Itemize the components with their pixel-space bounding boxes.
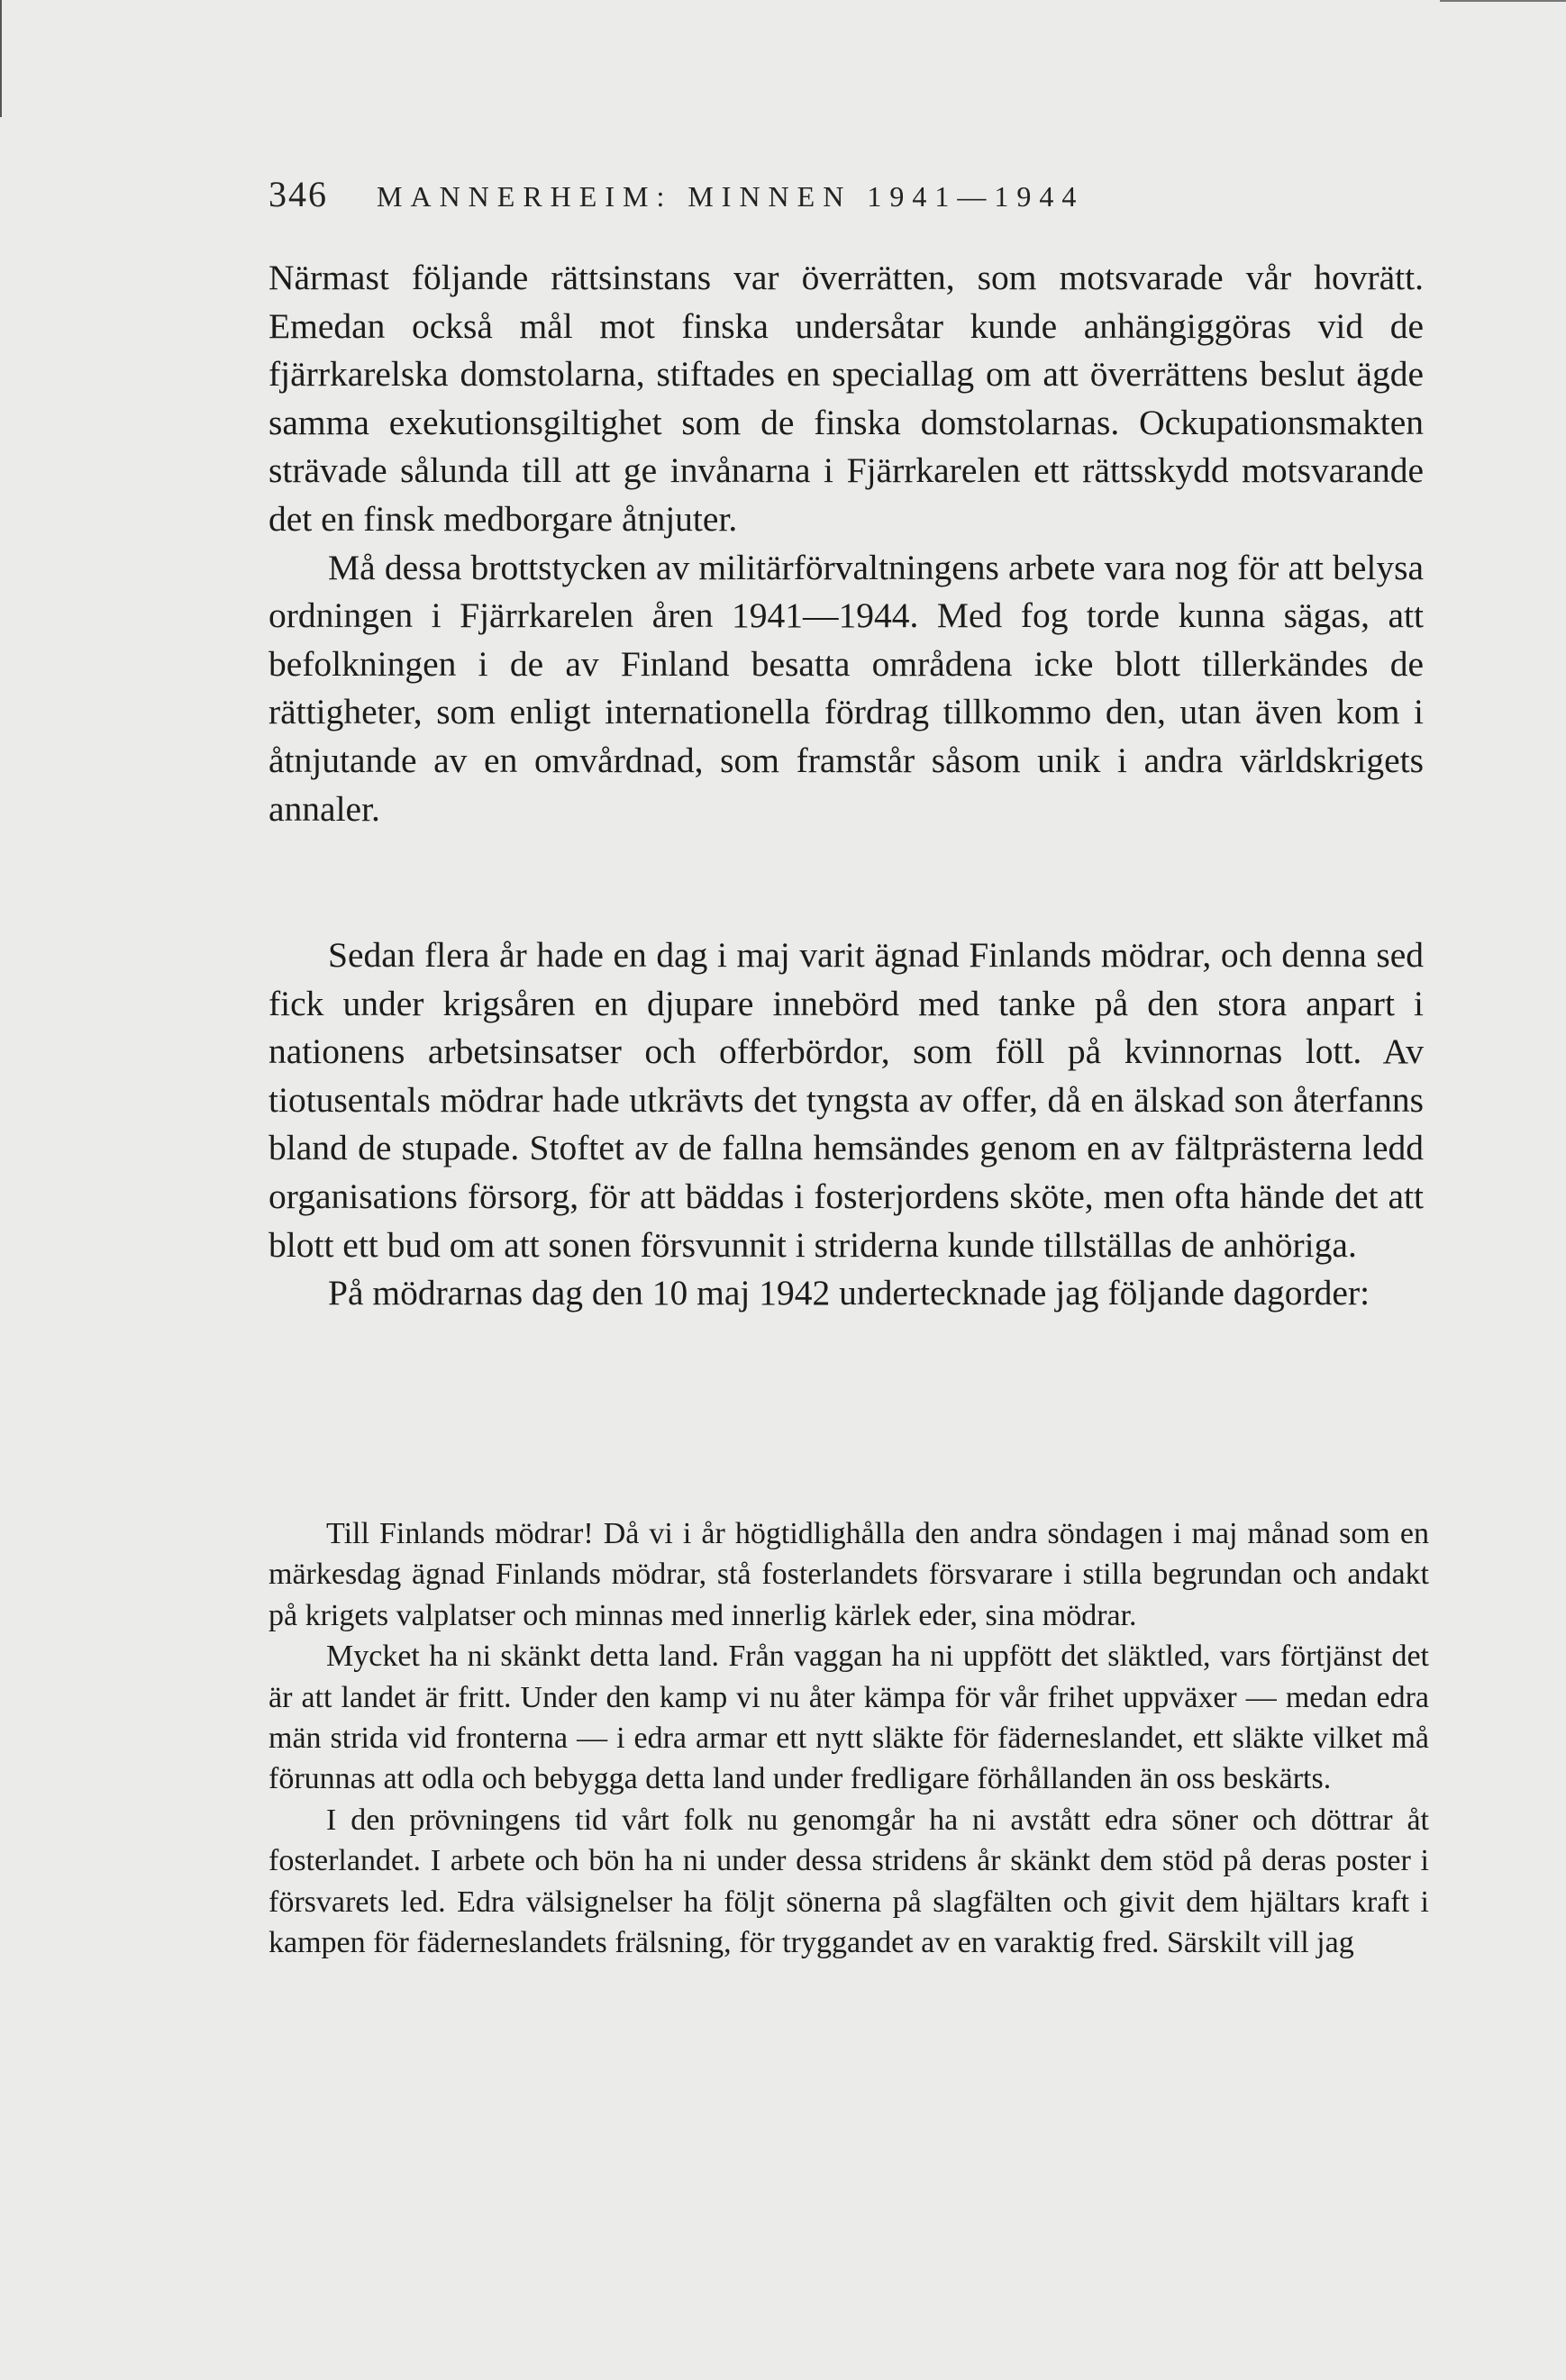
order-paragraph: Mycket ha ni skänkt detta land. Från vaggan ha ni uppfött det släktled, vars förtjänst det är att landet är fritt. Under den kamp vi nu åter kämpa för vår frihet uppväxer — medan edra män strida vid fronterna — i edra armar ett nytt släkte för fäderneslandet, ett släkte vilket må förunnas att odla och bebygga detta land under fredligare förhållanden än oss beskärts. bbox=[269, 1640, 1429, 1796]
order-paragraph: Till Finlands mödrar! Då vi i år högtidlighålla den andra söndagen i maj månad som en märkesdag ägnad Finlands mödrar, stå fosterlandets försvarare i stilla begrundan och andakt på krigets valplatser och minnas med innerlig kärlek eder, sina mödrar. bbox=[269, 1517, 1429, 1632]
scan-edge-top bbox=[1440, 0, 1566, 2]
section-military-administration bbox=[269, 254, 1424, 833]
paragraph: Må dessa brottstycken av militärförvaltningens arbete vara nog för att belysa ordningen i Fjärrkarelen åren 1941—1944. Med fog torde kunna sägas, att befolkningen i de av Finland besatta områdena icke blott tillerkändes de rättigheter, som enligt internationella fördrag tillkommo den, utan även kom i åtnjutande av en omvårdnad, som framstår såsom unik i andra världskrigets annaler. bbox=[269, 547, 1424, 829]
paragraph: Sedan flera år hade en dag i maj varit ägnad Finlands mödrar, och denna sed fick under krigsåren en djupare innebörd med tanke på den stora anpart i nationens arbetsinsatser och offerbördor, som föll på kvinnornas lott. Av tiotusentals mödrar hade utkrävts det tyngsta av offer, då en älskad son återfanns bland de stupade. Stoftet av de fallna hemsändes genom en av fältprästerna ledd organisations försorg, för att bäddas i fosterjordens sköte, men ofta hände det att blott ett bud om att sonen försvunnit i striderna kunde tillställas de anhöriga. bbox=[269, 935, 1424, 1265]
scan-edge-left bbox=[0, 0, 2, 117]
running-title: MANNERHEIM: MINNEN 1941—1944 bbox=[377, 180, 1085, 213]
order-paragraph: I den prövningens tid vårt folk nu genomgår ha ni avstått edra söner och döttrar åt fosterlandet. I arbete och bön ha ni under dessa stridens år skänkt dem stöd på deras poster i försvarets led. Edra välsignelser ha följt sönerna på slagfälten och givit dem hjältars kraft i kampen för fäderneslandets frälsning, för tryggandet av en varaktig fred. Särskilt vill jag bbox=[269, 1803, 1429, 1960]
paragraph: På mödrarnas dag den 10 maj 1942 undertecknade jag följande dagorder: bbox=[328, 1273, 1370, 1313]
order-of-the-day bbox=[269, 1513, 1429, 1963]
running-header bbox=[269, 173, 1431, 215]
section-mothers-day bbox=[269, 931, 1424, 1318]
paragraph: Närmast följande rättsinstans var överrätten, som motsvarade vår hovrätt. Emedan också mål mot finska undersåtar kunde anhängiggöras vid de fjärrkarelska domstolarna, stiftades en speciallag om att överrättens beslut ägde samma exekutionsgiltighet som de finska domstolarnas. Ockupationsmakten strävade sålunda till att ge invånarna i Fjärrkarelen ett rättsskydd motsvarande det en finsk medborgare åtnjuter. bbox=[269, 258, 1424, 539]
page-number: 346 bbox=[269, 174, 328, 214]
